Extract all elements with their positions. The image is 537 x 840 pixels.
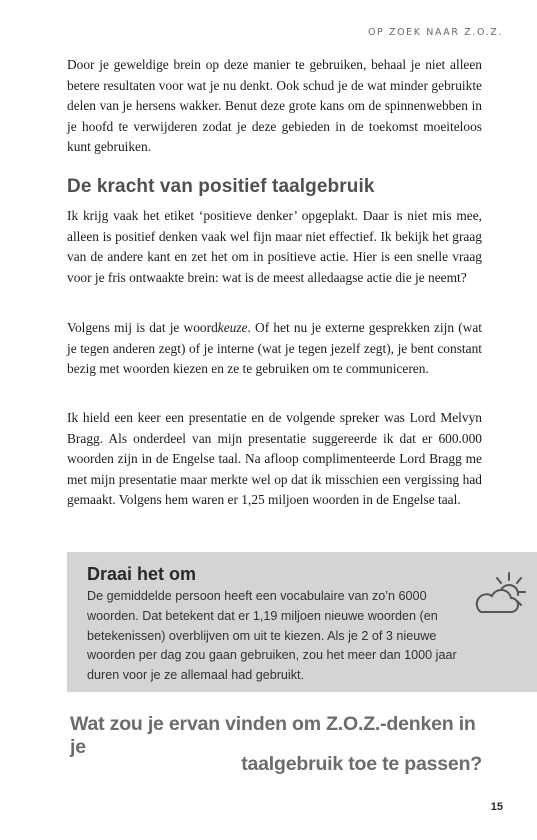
text-run: Volgens mij is dat je woord: [67, 320, 218, 335]
paragraph-word-choice: [67, 318, 482, 380]
tip-title: Draai het om: [87, 564, 197, 584]
text-run: . Of het nu je externe gesprekken zijn (wat je tegen anderen zegt) of je interne (wat je tegen jezelf zegt), je bent constant bezig met woorden kiezen en ze te gebruiken om te communiceren.: [67, 320, 482, 377]
pull-quote-line-2: taalgebruik toe te passen?: [241, 753, 482, 775]
section-heading: De kracht van positief taalgebruik: [67, 176, 375, 197]
tip-box: [67, 552, 537, 692]
paragraph-positive-thinker: Ik krijg vaak het etiket ‘positieve denker’ opgeplakt. Daar is niet mis mee, alleen is positief denken vaak wel fijn maar niet effectief. Ik bekijk het graag van de andere kant en zet het om in positieve actie. Hier is een snelle vraag voor je fris ontwaakte brein: wat is de meest alledaagse actie die je neemt?: [67, 208, 482, 285]
paragraph-lord-bragg: Ik hield een keer een presentatie en de volgende spreker was Lord Melvyn Bragg. Als onderdeel van mijn presentatie suggereerde ik dat er 600.000 woorden zijn in de Engelse taal. Na afloop complimenteerde Lord Bragg me met mijn presentatie maar merkte wel op dat ik misschien een vergissing had gemaakt. Volgens hem waren er 1,25 miljoen woorden in de Engelse taal.: [67, 410, 482, 508]
sun-cloud-icon: [471, 570, 527, 620]
running-header: OP ZOEK NAAR Z.O.Z.: [367, 27, 503, 38]
pull-quote-line-1: Wat zou je ervan vinden om Z.O.Z.-denken in je: [70, 713, 476, 758]
emphasis-keuze: keuze: [217, 320, 248, 335]
paragraph-intro: Door je geweldige brein op deze manier te gebruiken, behaal je niet alleen betere resultaten voor wat je nu denkt. Ook schud je de wat minder gebruikte delen van je hersens wakker. Benut deze grote kans om de spinnenwebben in je hoofd te verwijderen zodat je deze gebieden in de toekomst moeiteloos kunt gebruiken.: [67, 57, 482, 155]
tip-text: De gemiddelde persoon heeft een vocabulaire van zo’n 6000 woorden. Dat betekent dat er 1,19 miljoen nieuwe woorden (en betekenissen) overblijven om uit te kiezen. Als je 2 of 3 nieuwe woorden per dag zou gaan gebruiken, zou het meer dan 1000 jaar duren voor je ze allemaal had gebruikt.: [87, 589, 457, 683]
page-number: 15: [490, 801, 503, 813]
